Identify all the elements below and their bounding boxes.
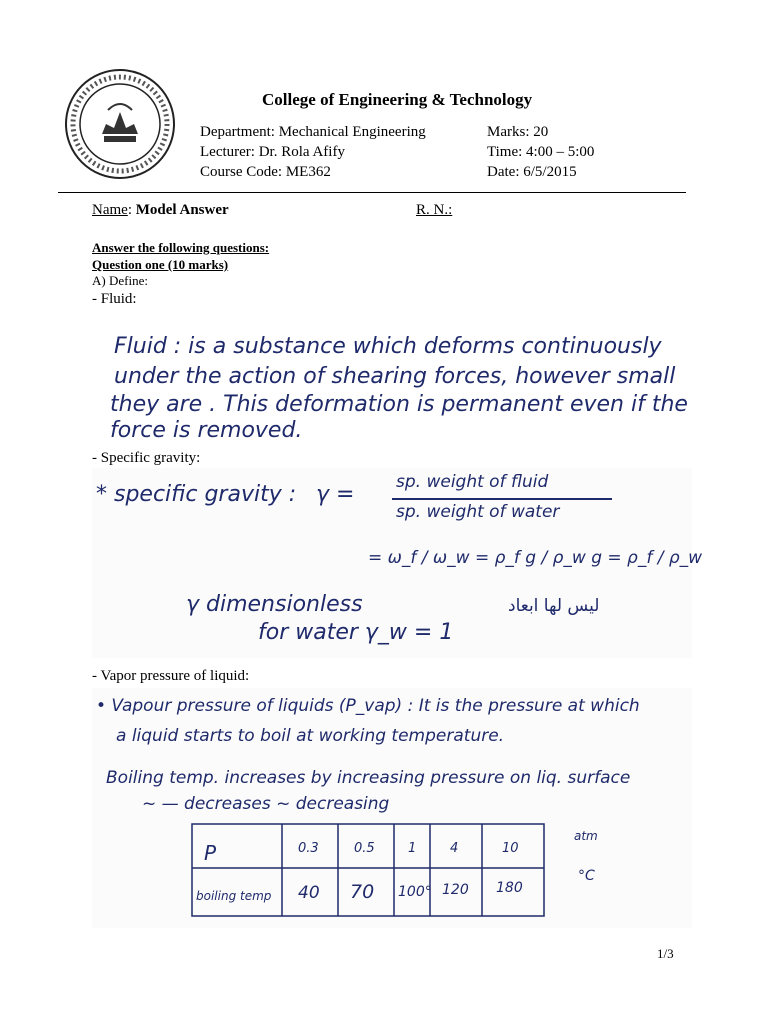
instructions-heading: Answer the following questions: [92, 240, 270, 255]
time-line: Time: 4:00 – 5:00 [487, 144, 595, 160]
page-number: 1/3 [657, 946, 674, 961]
fluid-answer-line-2: under the action of shearing forces, however small [114, 364, 676, 389]
table-temp-4: 120 [442, 882, 469, 898]
date-line: Date: 6/5/2015 [487, 164, 577, 180]
sg-symbol: γ = [316, 482, 355, 507]
college-seal-logo [64, 68, 176, 180]
sg-fraction-bar [392, 498, 612, 500]
sg-numerator: sp. weight of fluid [396, 472, 549, 492]
college-title: College of Engineering & Technology [262, 90, 533, 109]
table-temp-2: 70 [350, 881, 375, 903]
term-specific-gravity: - Specific gravity: [92, 450, 201, 466]
table-unit-pressure: atm [574, 829, 598, 843]
pressure-temperature-table [190, 818, 630, 928]
marks-line: Marks: 20 [487, 124, 549, 140]
fluid-answer-line-4: force is removed. [110, 418, 303, 443]
sg-equation-ratio: = ω_f / ω_w = ρ_f g / ρ_w g = ρ_f / ρ_w [368, 548, 703, 568]
table-temp-5: 180 [496, 880, 523, 896]
department-line: Department: Mechanical Engineering [200, 124, 426, 140]
table-pressure-2: 0.5 [354, 841, 375, 856]
term-fluid: - Fluid: [92, 291, 137, 307]
table-temp-3: 100° [398, 884, 432, 900]
part-a-label: A) Define: [92, 273, 148, 288]
question-one-heading: Question one (10 marks) [92, 257, 229, 272]
header-divider [58, 192, 686, 193]
table-pressure-1: 0.3 [298, 841, 319, 856]
header-left-block [200, 122, 426, 182]
vp-answer-line-1: • Vapour pressure of liquids (P_vap) : It is the pressure at which [96, 696, 640, 716]
name-value: Model Answer [135, 202, 229, 218]
sg-denominator: sp. weight of water [396, 502, 560, 522]
vp-answer-line-4: ~ — decreases ~ decreasing [142, 794, 390, 814]
sg-definition-label: * specific gravity : [96, 482, 297, 507]
table-row2-label: boiling temp [196, 889, 272, 903]
table-pressure-3: 1 [408, 841, 417, 856]
table-pressure-4: 4 [450, 841, 459, 856]
table-unit-temperature: °C [578, 868, 595, 884]
header-right-block [487, 122, 594, 182]
fluid-answer-line-3: they are . This deformation is permanent even if the [110, 392, 688, 417]
table-row1-label: P [204, 841, 217, 865]
vp-answer-line-3: Boiling temp. increases by increasing pressure on liq. surface [106, 768, 631, 788]
course-code-line: Course Code: ME362 [200, 164, 331, 180]
registration-number-label: R. N.: [416, 202, 453, 218]
vp-answer-line-2: a liquid starts to boil at working temperature. [116, 726, 505, 746]
specific-gravity-answer [92, 468, 703, 658]
table-temp-1: 40 [298, 883, 320, 903]
term-vapor-pressure: - Vapor pressure of liquid: [92, 668, 250, 684]
fluid-answer-line-1: Fluid : is a substance which deforms continuously [114, 334, 662, 359]
sg-water-value: for water γ_w = 1 [258, 620, 454, 645]
table-pressure-5: 10 [502, 841, 519, 856]
sg-dimensionless-note: γ dimensionless [186, 592, 363, 617]
lecturer-line: Lecturer: Dr. Rola Afify [200, 144, 345, 160]
name-label: Name [92, 202, 128, 218]
sg-arabic-note: ليس لها ابعاد [508, 596, 600, 616]
name-field: Name: Model Answer [92, 202, 229, 218]
